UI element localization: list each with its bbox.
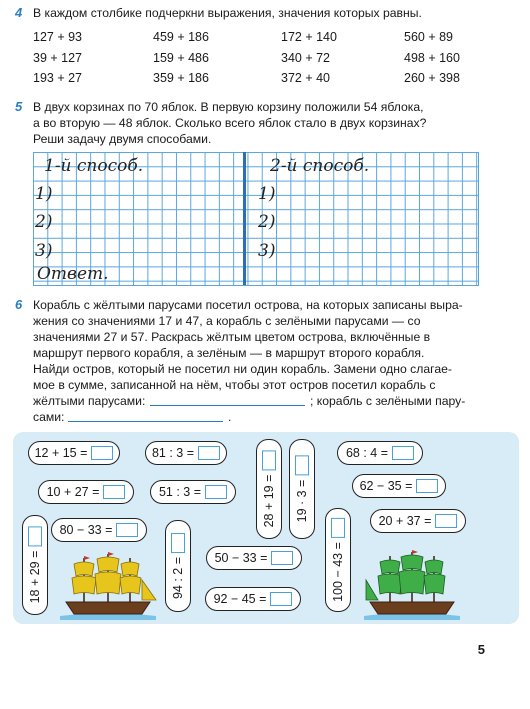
task-5-line-2: а во вторую — 48 яблок. Сколько всего яблок стало в двух корзинах? <box>33 116 427 130</box>
m2-step-3: 3) <box>258 241 276 261</box>
island-k-answer-box[interactable] <box>28 527 42 547</box>
task-4-number: 4 <box>15 5 23 20</box>
island-h-answer-box[interactable] <box>392 446 414 460</box>
yellow-sail-ship-illustration <box>58 550 158 622</box>
m1-step-1: 1) <box>35 184 53 204</box>
island-j-answer-box[interactable] <box>435 514 457 528</box>
island-d-answer-box[interactable] <box>198 446 220 460</box>
island-d[interactable] <box>145 441 227 465</box>
island-n-text: 92 − 45 = <box>213 592 267 606</box>
island-o[interactable] <box>325 508 351 612</box>
island-i-text: 62 − 35 = <box>359 479 413 493</box>
method-2-label: 2-й способ. <box>270 156 370 176</box>
island-k-text: 18 + 29 = <box>28 550 42 604</box>
island-m-answer-box[interactable] <box>271 551 293 565</box>
t4-c3-r3: 372 + 40 <box>281 71 331 85</box>
t4-c3-r2: 340 + 72 <box>281 51 331 65</box>
answer-label: Ответ. <box>37 264 109 284</box>
island-j-text: 20 + 37 = <box>378 514 432 528</box>
island-j[interactable] <box>370 509 466 533</box>
t4-c2-r3: 359 + 186 <box>153 71 209 85</box>
island-c-answer-box[interactable] <box>116 523 138 537</box>
t4-c3-r1: 172 + 140 <box>281 30 337 44</box>
grid-divider <box>243 152 246 285</box>
t4-c1-r1: 127 + 93 <box>33 30 83 44</box>
island-n-answer-box[interactable] <box>270 592 292 606</box>
t4-c1-r2: 39 + 127 <box>33 51 83 65</box>
island-k[interactable] <box>22 515 48 615</box>
green-sail-ship-illustration <box>362 548 462 622</box>
m1-step-2: 2) <box>35 212 53 232</box>
island-i[interactable] <box>352 474 446 498</box>
page-number: 5 <box>477 642 485 657</box>
t4-c1-r3: 193 + 27 <box>33 71 83 85</box>
island-o-answer-box[interactable] <box>331 518 345 538</box>
island-l[interactable] <box>165 520 191 612</box>
island-e-answer-box[interactable] <box>205 485 227 499</box>
island-m[interactable] <box>206 546 302 570</box>
task-5-line-3: Реши задачу двумя способами. <box>33 132 212 146</box>
task-6-line-3: значениями 27 и 57. Раскрась жёлтым цветом острова, включённые в <box>33 330 431 344</box>
island-h[interactable] <box>337 441 423 465</box>
m1-step-3: 3) <box>35 241 53 261</box>
task-6-tail-2: сами: <box>33 410 65 424</box>
island-b-answer-box[interactable] <box>103 485 125 499</box>
island-e-text: 51 : 3 = <box>158 485 202 499</box>
m2-step-2: 2) <box>258 212 276 232</box>
answer-blank-yellow[interactable] <box>150 405 305 406</box>
task-6-number: 6 <box>15 297 23 312</box>
island-a[interactable] <box>28 441 120 465</box>
island-a-text: 12 + 15 = <box>34 446 88 460</box>
island-f-answer-box[interactable] <box>262 451 276 471</box>
t4-c4-r1: 560 + 89 <box>404 30 454 44</box>
method-1-label: 1-й способ. <box>44 156 144 176</box>
island-b-text: 10 + 27 = <box>46 485 100 499</box>
answer-blank-green[interactable] <box>68 421 223 422</box>
island-n[interactable] <box>205 587 301 611</box>
island-f-text: 28 + 19 = <box>262 474 276 528</box>
t4-c4-r3: 260 + 398 <box>404 71 460 85</box>
island-h-text: 68 : 4 = <box>345 446 389 460</box>
t4-c4-r2: 498 + 160 <box>404 51 460 65</box>
island-m-text: 50 − 33 = <box>214 551 268 565</box>
task-4-text: В каждом столбике подчеркни выражения, значения которых равны. <box>33 6 422 20</box>
island-c-text: 80 − 33 = <box>59 523 113 537</box>
island-g-answer-box[interactable] <box>295 456 309 476</box>
t4-c2-r1: 459 + 186 <box>153 30 209 44</box>
task-5-number: 5 <box>15 99 23 114</box>
island-l-answer-box[interactable] <box>171 533 185 553</box>
island-c[interactable] <box>51 518 147 542</box>
island-g[interactable] <box>289 439 315 539</box>
island-f[interactable] <box>256 439 282 539</box>
island-l-text: 94 : 2 = <box>171 556 185 600</box>
task-6-line-1: Корабль с жёлтыми парусами посетил острова, на которых записаны выра- <box>33 298 463 312</box>
task-6-line-7: жёлтыми парусами: <box>33 394 146 408</box>
task-6-line-4: маршрут первого корабля, а зелёным — в маршрут второго корабля. <box>33 346 425 360</box>
island-d-text: 81 : 3 = <box>151 446 195 460</box>
island-o-text: 100 − 43 = <box>331 542 345 602</box>
task-6-line-5: Найди остров, который не посетил ни один корабль. Замени одно слагае- <box>33 362 452 376</box>
m2-step-1: 1) <box>258 184 276 204</box>
task-6-tail-1: ; корабль с зелёными пару- <box>310 394 466 408</box>
island-b[interactable] <box>38 480 134 504</box>
t4-c2-r2: 159 + 486 <box>153 51 209 65</box>
island-g-text: 19 · 3 = <box>295 479 309 523</box>
task-5-line-1: В двух корзинах по 70 яблок. В первую корзину положили 54 яблока, <box>33 100 424 114</box>
task-6-line-6: мое в сумме, записанной на нём, чтобы этот остров посетил корабль с <box>33 378 436 392</box>
task-6-line-2: жения со значениями 17 и 47, а корабль с зелёными парусами — со <box>33 314 421 328</box>
island-a-answer-box[interactable] <box>91 446 113 460</box>
island-e[interactable] <box>150 480 236 504</box>
island-i-answer-box[interactable] <box>416 479 438 493</box>
task-6-tail-dot: . <box>228 410 232 424</box>
